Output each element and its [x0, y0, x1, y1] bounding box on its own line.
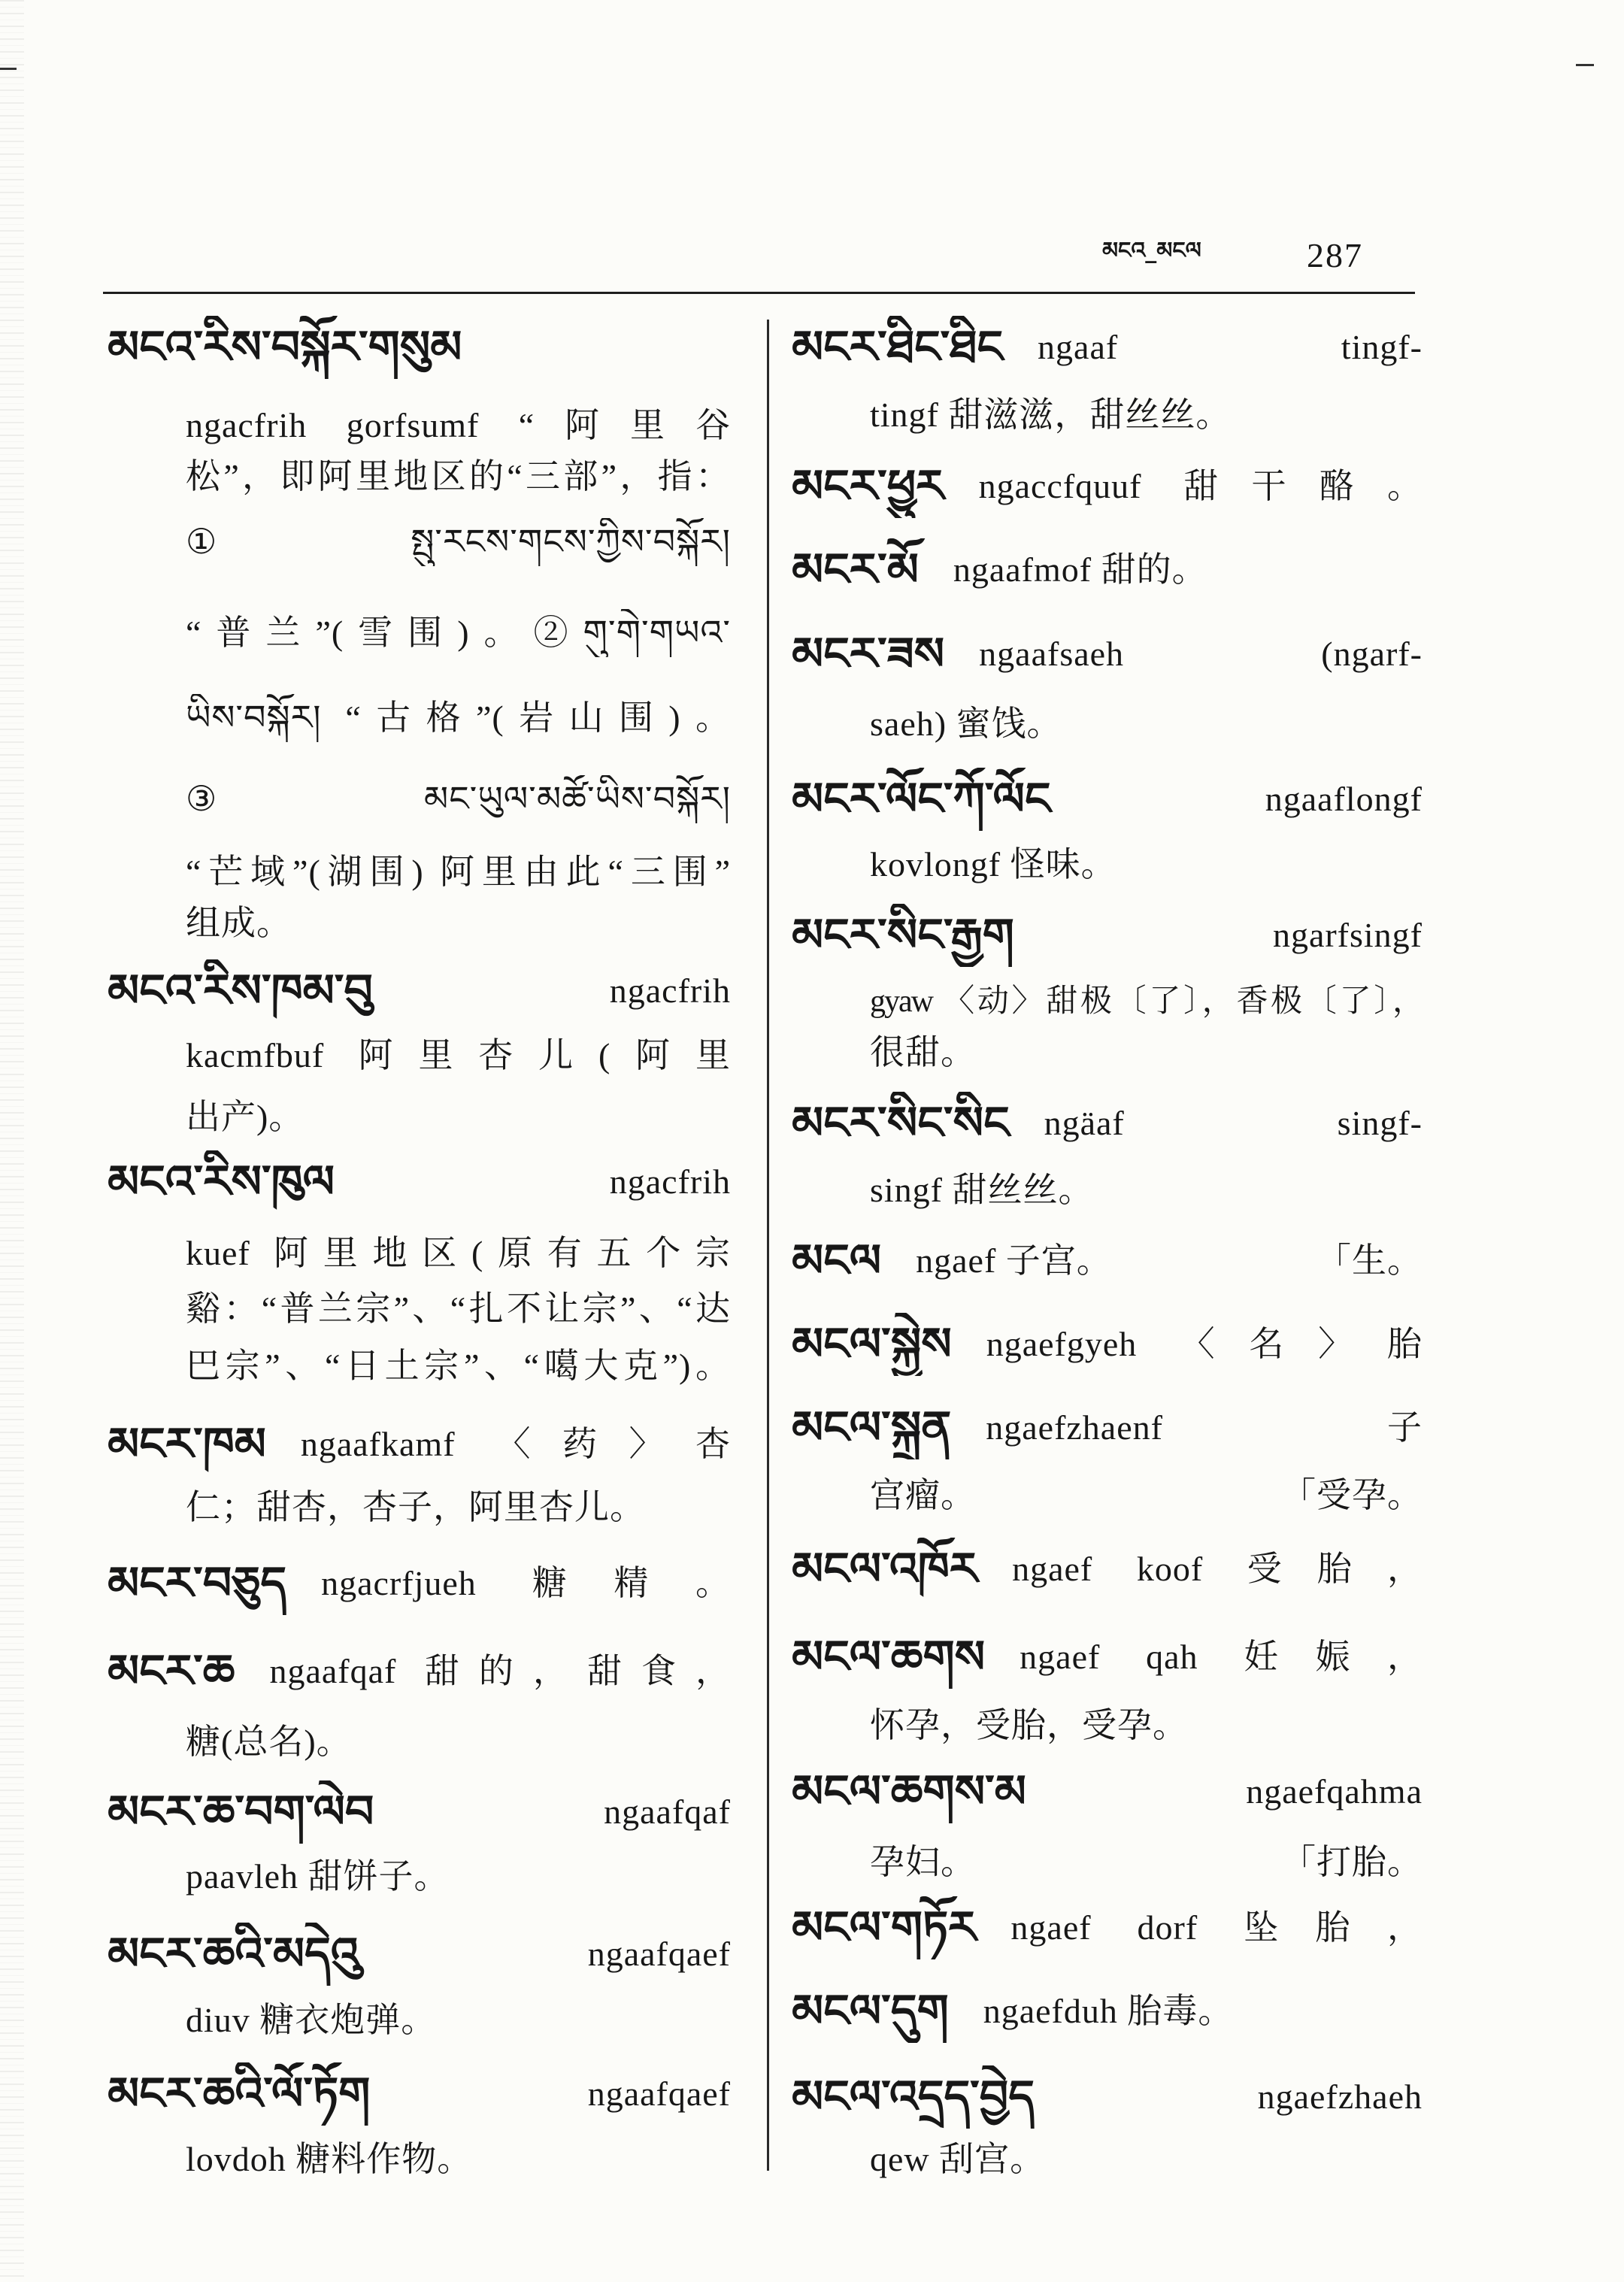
- definition-line: kuef 阿里地区(原有五个宗: [186, 1234, 731, 1272]
- definition-line: 怀孕，受胎，受孕。: [870, 1706, 1188, 1744]
- entry-headline: [108, 1413, 731, 1476]
- headword: མངར་སིང་རྒྱག: [792, 909, 1014, 962]
- headword: མངར་ལོང་ཀོ་ལོང: [792, 773, 1051, 826]
- romanization: ngaafqaef: [587, 1935, 731, 1973]
- headword: མངའ་རིས་བསྐོར་གསུམ: [108, 321, 462, 374]
- romanization: ngaefzhaeh: [1257, 2077, 1423, 2116]
- scan-edge-noise: [0, 0, 24, 2282]
- definition-line: 组成。: [186, 904, 292, 942]
- definition-line: saeh) 蜜饯。: [870, 705, 1062, 743]
- entry-head-text: ngaef koof 受胎，: [1012, 1550, 1423, 1588]
- entry-headline: [792, 768, 1423, 831]
- headword: མངར་ཆ་བག་ལེབ: [108, 1786, 374, 1838]
- entry-headline: [792, 1980, 1423, 2043]
- headword: མངལ་འཁོར: [792, 1543, 978, 1596]
- definition-text: 孕妇。: [870, 1843, 976, 1881]
- entry-headline: [792, 623, 1423, 686]
- definition-line: gyaw 〈动〉甜极〔了〕，香极〔了〕，: [870, 984, 1423, 1019]
- definition-line: singf 甜丝丝。: [870, 1171, 1094, 1209]
- headword: མངར་བཅུད: [108, 1557, 287, 1610]
- entry-headline: [792, 1538, 1423, 1601]
- definition-line: ① སྤུ་རངས་གངས་ཀྱིས་བསྐོར།: [186, 523, 731, 561]
- entry-headline: [792, 316, 1423, 379]
- continuation-note: 「受孕。: [1281, 1476, 1423, 1514]
- definition-line: 糖(总名)。: [186, 1723, 352, 1761]
- entry-headline: [792, 1396, 1423, 1459]
- continuation-note: 「生。: [1316, 1241, 1423, 1280]
- headword: མངལ་དུག: [792, 1985, 949, 2038]
- page-number: 287: [1307, 236, 1363, 274]
- header-rule: [103, 292, 1415, 294]
- romanization: ngaafqaf: [604, 1793, 731, 1831]
- definition-line: [870, 1471, 1423, 1520]
- headword: མངལ་ཆགས: [792, 1631, 986, 1683]
- headword: མངར་ཐིང་ཐིང: [792, 321, 1004, 374]
- definition-line: ③ མང་ཡུལ་མཚོ་ཡིས་བསྐོར།: [186, 780, 731, 818]
- entry-head-text: ngaafkamf 〈药〉杏: [300, 1425, 731, 1463]
- romanization: ngaafsaeh (ngarf-: [979, 635, 1423, 673]
- romanization: ngarfsingf: [1272, 916, 1423, 954]
- headword: མངལ་འདྲད་བྱེད: [792, 2071, 1035, 2123]
- headword: མངར་ཆའི་ལོ་ཏོག: [108, 2068, 371, 2120]
- entry-head-text: ngaef dorf 坠胎，: [1010, 1908, 1423, 1947]
- romanization: ngaefqahma: [1246, 1772, 1423, 1811]
- entry-headline: [792, 2065, 1423, 2129]
- headword: མངར་སིང་སིང: [792, 1097, 1010, 1150]
- romanization: ngaaflongf: [1265, 780, 1423, 818]
- headword: མངར་ཁམ: [108, 1418, 266, 1471]
- definition-line: “普兰”(雪围)。②གུ་གེ་གཡའ་: [186, 614, 731, 652]
- definition-line: ngacfrih gorfsumf “阿里谷: [186, 406, 731, 444]
- romanization: ngacfrih: [609, 971, 731, 1010]
- headword: མངལ་གཏོར: [792, 1902, 977, 1954]
- entry-headline: [108, 2062, 731, 2126]
- headword: མངར་མོ: [792, 544, 919, 596]
- entry-headline: [108, 959, 731, 1023]
- entry-head-text: ngaefduh 胎毒。: [983, 1992, 1234, 2030]
- column-divider: [767, 320, 769, 2171]
- definition-line: qew 刮宫。: [870, 2140, 1046, 2178]
- entry-headline: [108, 1640, 731, 1703]
- entry-headline: [792, 904, 1423, 967]
- definition-line: [870, 1838, 1423, 1887]
- headword: མངར་ཟས: [792, 628, 945, 680]
- definition-line: kacmfbuf 阿里杏儿(阿里: [186, 1036, 731, 1074]
- entry-head-text: ngaafmof 甜的。: [953, 550, 1207, 589]
- entry-headline: [108, 1552, 731, 1615]
- headword: མངར་ཕྱུར: [792, 460, 944, 513]
- entry-headline: [108, 1780, 731, 1844]
- definition-line: 仁；甜杏，杏子，阿里杏儿。: [186, 1488, 645, 1526]
- romanization: ngaafqaef: [587, 2074, 731, 2113]
- entry-headline: [792, 1896, 1423, 1959]
- definition-line: 出产)。: [186, 1098, 304, 1136]
- entry-head-text: ngaefzhaenf 子: [986, 1408, 1423, 1447]
- entry-head-text: ngaef qah 妊娠，: [1020, 1638, 1423, 1676]
- headword: མངལ་སྐྲན: [792, 1402, 952, 1454]
- entry-headline: [108, 1150, 731, 1214]
- headword: མངར་ཆའི་མདེའུ: [108, 1928, 360, 1980]
- definition-line: “芒域”(湖围) 阿里由此“三围”: [186, 853, 731, 891]
- romanization: ngäaf singf-: [1044, 1104, 1423, 1142]
- entry-head-text: ngaccfquuf 甜干酪。: [978, 467, 1423, 505]
- definition-line: kovlongf 怪味。: [870, 845, 1116, 883]
- definition-line: 谿：“普兰宗”、“扎不让宗”、“达: [186, 1289, 731, 1328]
- entry-headline: [792, 1626, 1423, 1689]
- romanization: ngacfrih: [609, 1162, 731, 1201]
- headword: མངར་ཆ: [108, 1645, 235, 1698]
- entry-headline: [792, 1313, 1423, 1376]
- entry-headline: [792, 538, 1423, 602]
- entry-headline: [792, 1229, 1423, 1293]
- definition-line: tingf 甜滋滋，甜丝丝。: [870, 395, 1232, 434]
- running-header-range: མངའ_མངལ: [1102, 238, 1201, 264]
- entry-headline: [108, 316, 731, 379]
- headword: མངའ་རིས་ཁམ་བུ: [108, 965, 373, 1017]
- entry-head-text: ngacrfjueh 糖精。: [321, 1564, 731, 1602]
- definition-line: 巴宗”、“日土宗”、“噶大克”)。: [186, 1347, 731, 1385]
- definition-line: lovdoh 糖料作物。: [186, 2140, 473, 2178]
- definition-line: ཡིས་བསྐོར། “古格”(岩山围)。: [186, 699, 731, 737]
- romanization: ngaaf tingf-: [1038, 328, 1423, 366]
- headword: མངལ: [792, 1235, 882, 1287]
- definition-line: 很甜。: [870, 1033, 976, 1071]
- entry-headline: [108, 1923, 731, 1986]
- scan-mark-top-left: [0, 68, 17, 70]
- entry-head-text: ngaafqaf 甜的，甜食，: [269, 1652, 731, 1690]
- headword: མངལ་སྐྱེས: [792, 1318, 952, 1371]
- scan-mark-top-right: [1576, 64, 1594, 66]
- entry-head-text: ngaefgyeh 〈名〉胎: [986, 1325, 1423, 1363]
- headword: མངའ་རིས་ཁུལ: [108, 1156, 335, 1208]
- entry-headline: [792, 455, 1423, 518]
- headword: མངལ་ཆགས་མ: [792, 1765, 1026, 1818]
- definition-line: diuv 糖衣炮弹。: [186, 2001, 437, 2039]
- definition-line: paavleh 甜饼子。: [186, 1857, 450, 1896]
- definition-line: 松”，即阿里地区的“三部”，指：: [186, 457, 731, 495]
- entry-headline: [792, 1092, 1423, 1155]
- entry-headline: [792, 1760, 1423, 1823]
- entry-head-text: ngaef 子宫。: [916, 1241, 1112, 1280]
- definition-text: 宫瘤。: [870, 1476, 976, 1514]
- continuation-note: 「打胎。: [1281, 1843, 1423, 1881]
